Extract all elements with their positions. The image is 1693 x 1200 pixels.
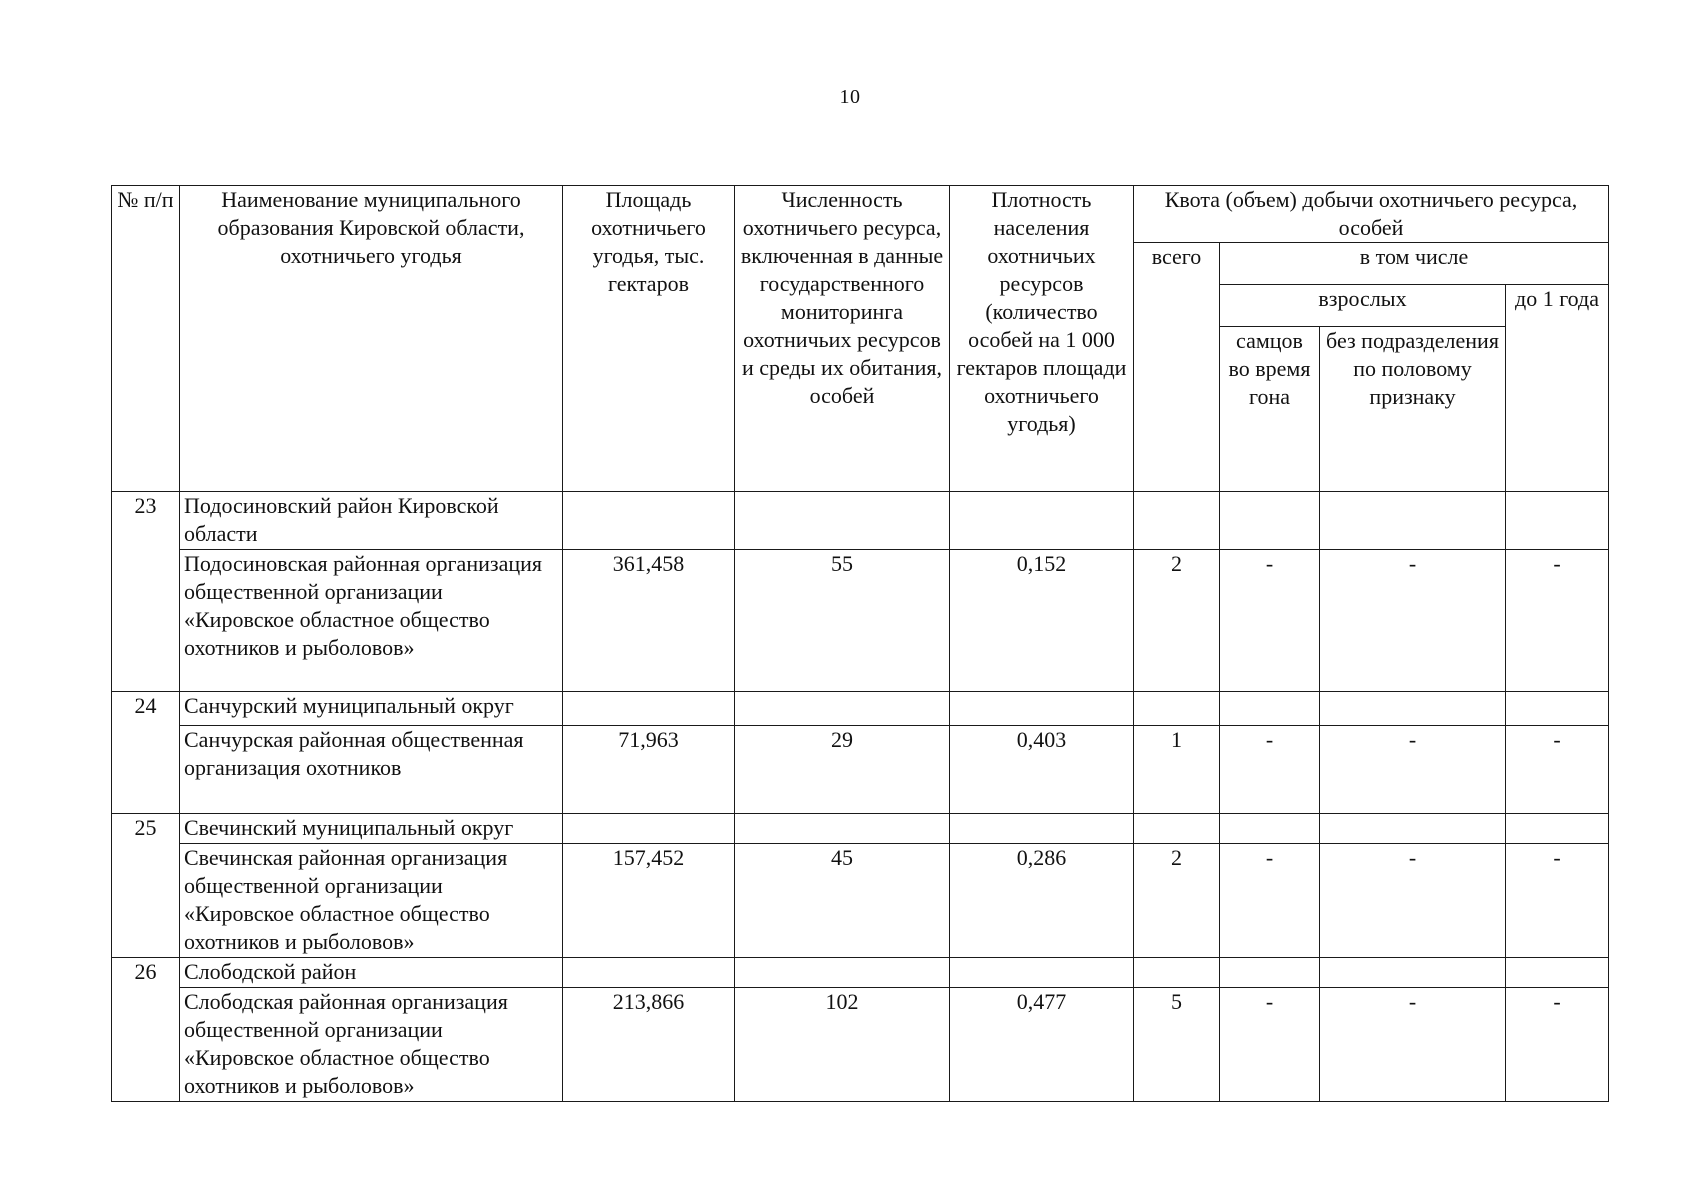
total-value: 2: [1134, 844, 1220, 958]
table-row: [112, 988, 1609, 1102]
row-number: 26: [112, 958, 180, 1102]
table-row: [112, 692, 1609, 726]
males-value: -: [1220, 988, 1320, 1102]
header-adults: взрослых: [1220, 285, 1506, 327]
header-under1: до 1 года: [1506, 285, 1609, 492]
count-value: 55: [735, 550, 950, 692]
density-value: 0,477: [950, 988, 1134, 1102]
total-value: 5: [1134, 988, 1220, 1102]
males-value: -: [1220, 550, 1320, 692]
table-row: [112, 844, 1609, 958]
nosex-value: -: [1320, 726, 1506, 814]
males-value: -: [1220, 844, 1320, 958]
young-value: -: [1506, 550, 1609, 692]
males-value: -: [1220, 726, 1320, 814]
density-value: 0,286: [950, 844, 1134, 958]
nosex-value: -: [1320, 844, 1506, 958]
page-number: 10: [839, 86, 861, 108]
organization-name: Санчурская районная общественная организация охотников: [180, 726, 563, 814]
header-density: Плотность населения охотничьих ресурсов (количество особей на 1 000 гектаров площади охотничьего угодья): [950, 186, 1134, 492]
table-row: [112, 550, 1609, 692]
row-number: 25: [112, 814, 180, 958]
district-name: Слободской район: [180, 958, 563, 988]
total-value: 1: [1134, 726, 1220, 814]
hunting-quota-table: [111, 185, 1609, 1102]
table-row: [112, 958, 1609, 988]
total-value: 2: [1134, 550, 1220, 692]
density-value: 0,403: [950, 726, 1134, 814]
young-value: -: [1506, 844, 1609, 958]
table-row: [112, 814, 1609, 844]
district-name: Санчурский муниципальный округ: [180, 692, 563, 726]
density-value: 0,152: [950, 550, 1134, 692]
area-value: 213,866: [563, 988, 735, 1102]
count-value: 45: [735, 844, 950, 958]
header-quota: Квота (объем) добычи охотничьего ресурса, особей: [1134, 186, 1609, 243]
header-count: Численность охотничьего ресурса, включенная в данные государственного мониторинга охотничьих ресурсов и среды их обитания, особей: [735, 186, 950, 492]
district-name: Подосиновский район Кировской области: [180, 492, 563, 550]
table-row: [112, 726, 1609, 814]
area-value: 71,963: [563, 726, 735, 814]
row-number: 24: [112, 692, 180, 814]
table-body: [112, 492, 1609, 1102]
header-area: Площадь охотничьего угодья, тыс. гектаров: [563, 186, 735, 492]
count-value: 102: [735, 988, 950, 1102]
young-value: -: [1506, 726, 1609, 814]
header-name: Наименование муниципального образования Кировской области, охотничьего угодья: [180, 186, 563, 492]
young-value: -: [1506, 988, 1609, 1102]
header-no-sex: без подразделения по половому признаку: [1320, 327, 1506, 492]
area-value: 361,458: [563, 550, 735, 692]
table-header: [112, 186, 1609, 492]
nosex-value: -: [1320, 988, 1506, 1102]
organization-name: Подосиновская районная организация общественной организации «Кировское областное общество охотников и рыболовов»: [180, 550, 563, 692]
count-value: 29: [735, 726, 950, 814]
header-num: № п/п: [112, 186, 180, 492]
nosex-value: -: [1320, 550, 1506, 692]
header-total: всего: [1134, 243, 1220, 492]
table-row: [112, 492, 1609, 550]
header-including: в том числе: [1220, 243, 1609, 285]
area-value: 157,452: [563, 844, 735, 958]
row-number: 23: [112, 492, 180, 692]
organization-name: Слободская районная организация общественной организации «Кировское областное общество охотников и рыболовов»: [180, 988, 563, 1102]
organization-name: Свечинская районная организация общественной организации «Кировское областное общество охотников и рыболовов»: [180, 844, 563, 958]
header-males-rut: самцов во время гона: [1220, 327, 1320, 492]
district-name: Свечинский муниципальный округ: [180, 814, 563, 844]
